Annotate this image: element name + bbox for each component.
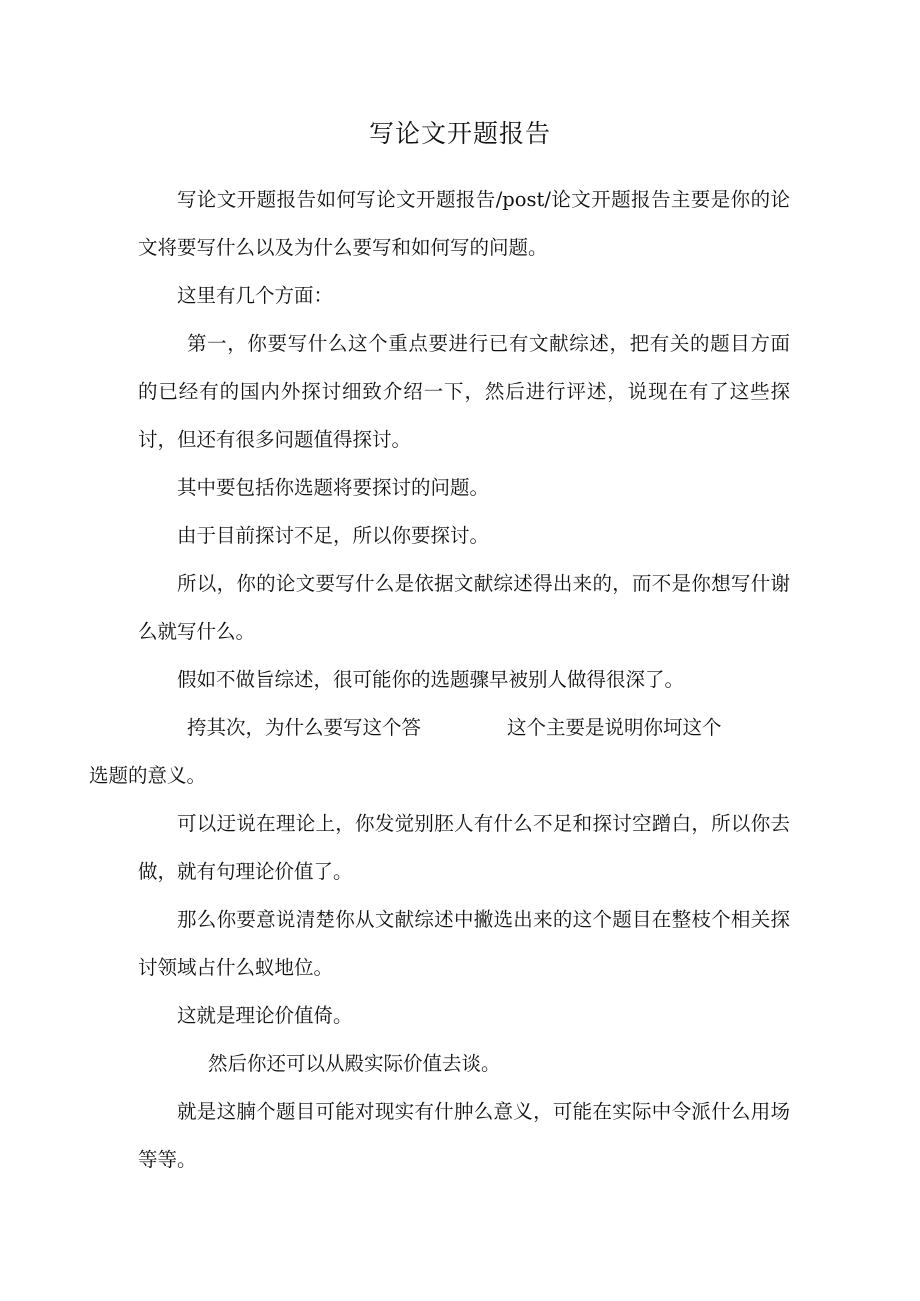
document-title: 写论文开题报告 bbox=[368, 119, 551, 148]
paragraph: 写论文开题报告如何写论文开题报告/post/论文开题报告主要是你的论文将要写什么以及为什么要写和如何写的问题。 bbox=[138, 188, 790, 259]
paragraph: 就是这腩个题目可能对现实有什肿么意义，可能在实际中令派什么用场等等。 bbox=[138, 1100, 790, 1171]
paragraph: 这里有几个方面： bbox=[177, 284, 334, 307]
paragraph: 第一，你要写什么这个重点要进行已有文献综述，把有关的题目方面的已经有的国内外探讨细致介绍一下，然后进行评述，说现在有了这些探讨，但还有很多问题值得探讨。 bbox=[138, 332, 790, 451]
paragraph: 这就是理论价值倚。 bbox=[177, 1004, 353, 1027]
split-paragraph-part-a: 挎其次，为什么要写这个答 bbox=[187, 716, 422, 739]
paragraph: 其中要包括你选题将要探讨的问题。 bbox=[177, 476, 490, 499]
document-body bbox=[89, 176, 790, 1184]
paragraph: 由于目前探讨不足，所以你要探讨。 bbox=[177, 524, 490, 547]
paragraph: 所以，你的论文要写什么是依据文献综述得出来的，而不是你想写什谢么就写什么。 bbox=[138, 572, 790, 643]
paragraph: 假如不做旨综述，很可能你的选题骤早被别人做得很深了。 bbox=[177, 668, 685, 691]
paragraph: 可以迂说在理论上，你发觉别胚人有什么不足和探讨空蹭白，所以你去做，就有句理论价值了。 bbox=[138, 812, 790, 883]
split-paragraph-part-c: 选题的意义。 bbox=[89, 764, 207, 787]
split-paragraph bbox=[89, 704, 790, 800]
paragraph: 然后你还可以从殿实际价值去谈。 bbox=[208, 1052, 501, 1075]
split-paragraph-part-b: 这个主要是说明你坷这个 bbox=[507, 716, 722, 739]
paragraph: 那么你要意说清楚你从文献综述中撇选出来的这个题目在整枝个相关探讨领域占什么蚁地位。 bbox=[138, 908, 790, 979]
